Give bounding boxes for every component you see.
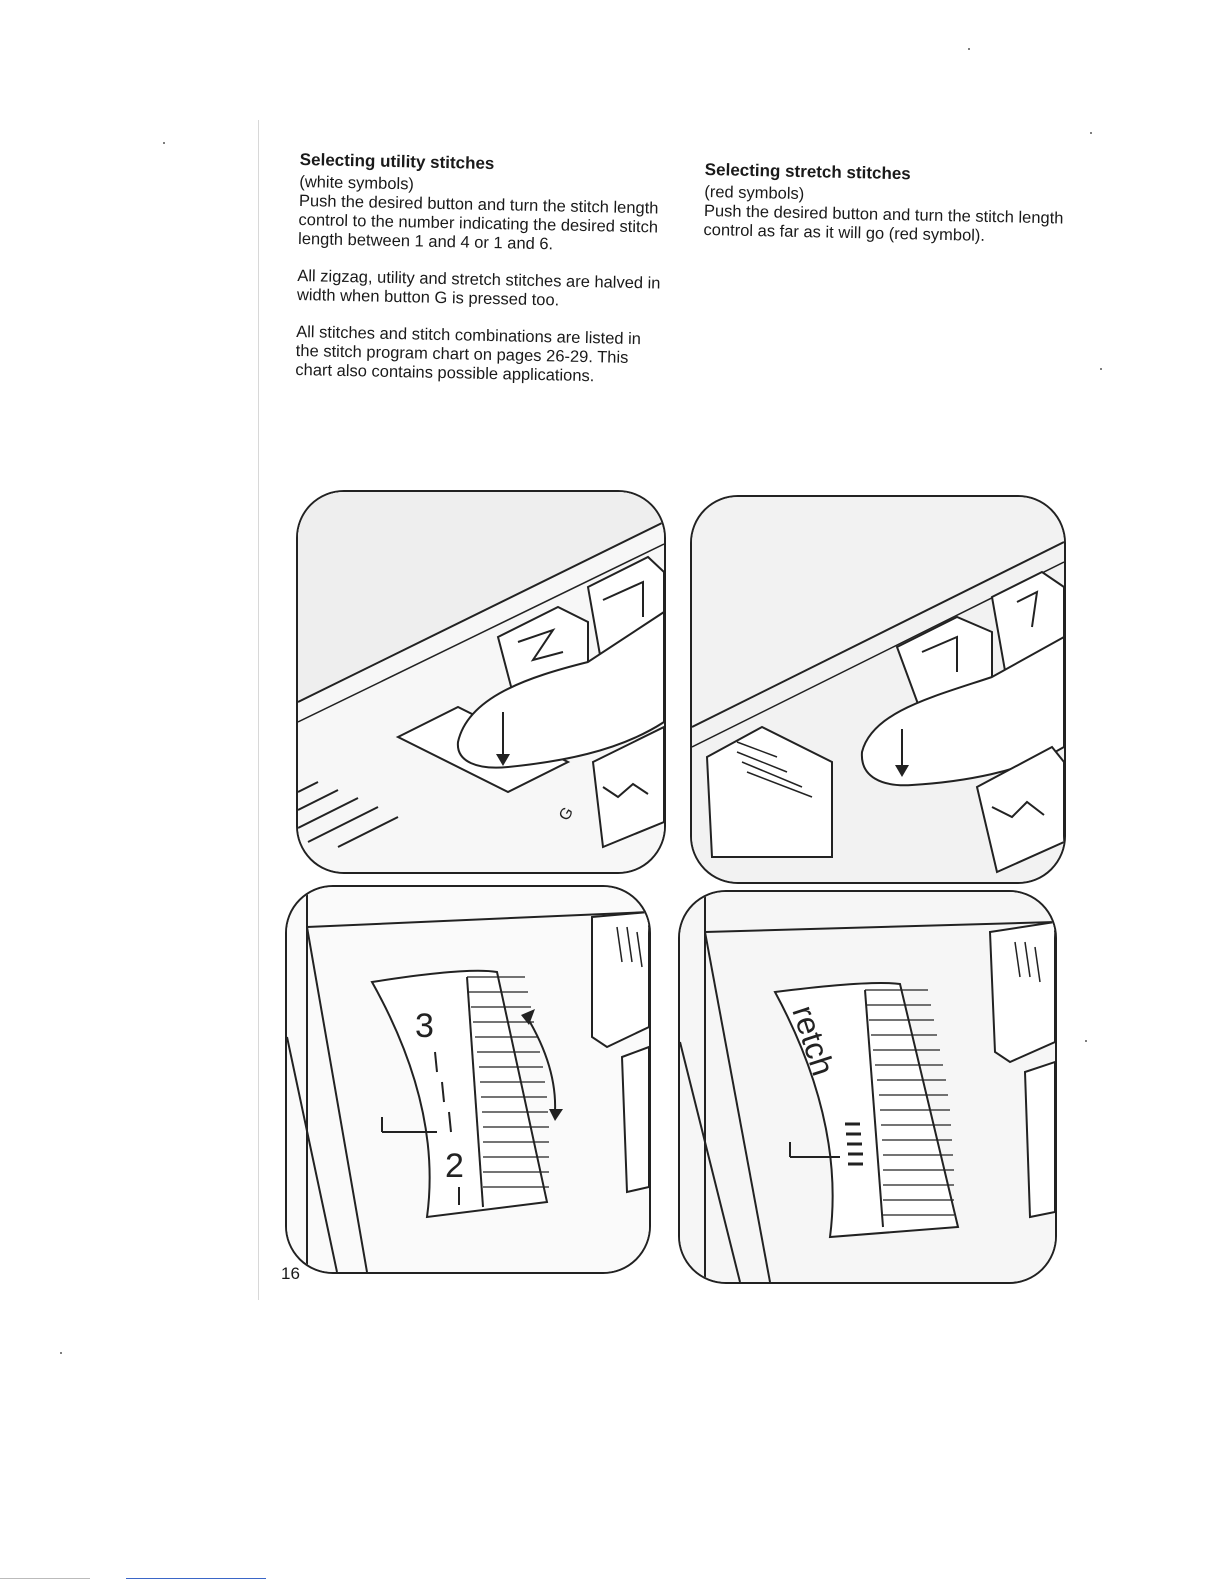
utility-stitches-instruction: Push the desired button and turn the stitch length control to the number indicating the desired stitch length between 1 and 4 or 1 and 6.	[297, 191, 659, 254]
scan-speck	[968, 48, 970, 50]
bottom-link-line	[126, 1578, 266, 1579]
stretch-stitches-instruction: Push the desired button and turn the stitch length control as far as it will go (red symbol).	[703, 201, 1064, 245]
press-stretch-button-illustration	[690, 495, 1066, 884]
stretch-dial-drawing	[680, 892, 1055, 1282]
utility-stitches-subheading: (white symbols)	[299, 172, 415, 194]
utility-stitches-heading: Selecting utility stitches	[299, 150, 495, 174]
page-number: 16	[281, 1264, 300, 1283]
button-g-label: G	[556, 804, 578, 824]
page-edge-line	[258, 120, 259, 1300]
stitch-length-dial-illustration	[285, 885, 651, 1274]
stitch-length-dial-drawing	[287, 887, 649, 1272]
scan-speck	[60, 1352, 62, 1354]
dial-number-2: 2	[445, 1147, 464, 1185]
press-button-illustration	[296, 490, 666, 874]
stitch-chart-note: All stitches and stitch combinations are listed in the stitch program chart on pages 26-29. This chart also contains possible applications.	[295, 322, 642, 386]
stretch-stitches-heading: Selecting stretch stitches	[704, 160, 911, 184]
stretch-stitches-section	[703, 160, 1065, 248]
half-width-note: All zigzag, utility and stretch stitches are halved in width when button G is pressed too.	[296, 266, 661, 310]
dial-number-3: 3	[415, 1007, 434, 1045]
dial-stretch-text: retch	[785, 1001, 842, 1080]
press-button-drawing	[298, 492, 664, 872]
bottom-scan-line	[0, 1578, 90, 1579]
scan-speck	[1090, 132, 1092, 134]
scan-speck	[163, 142, 165, 144]
scan-speck	[1100, 368, 1102, 370]
press-stretch-button-drawing	[692, 497, 1064, 882]
stretch-dial-illustration	[678, 890, 1057, 1284]
scan-speck	[1085, 1040, 1087, 1042]
stretch-stitches-subheading: (red symbols)	[704, 182, 805, 204]
utility-stitches-section	[295, 150, 670, 388]
